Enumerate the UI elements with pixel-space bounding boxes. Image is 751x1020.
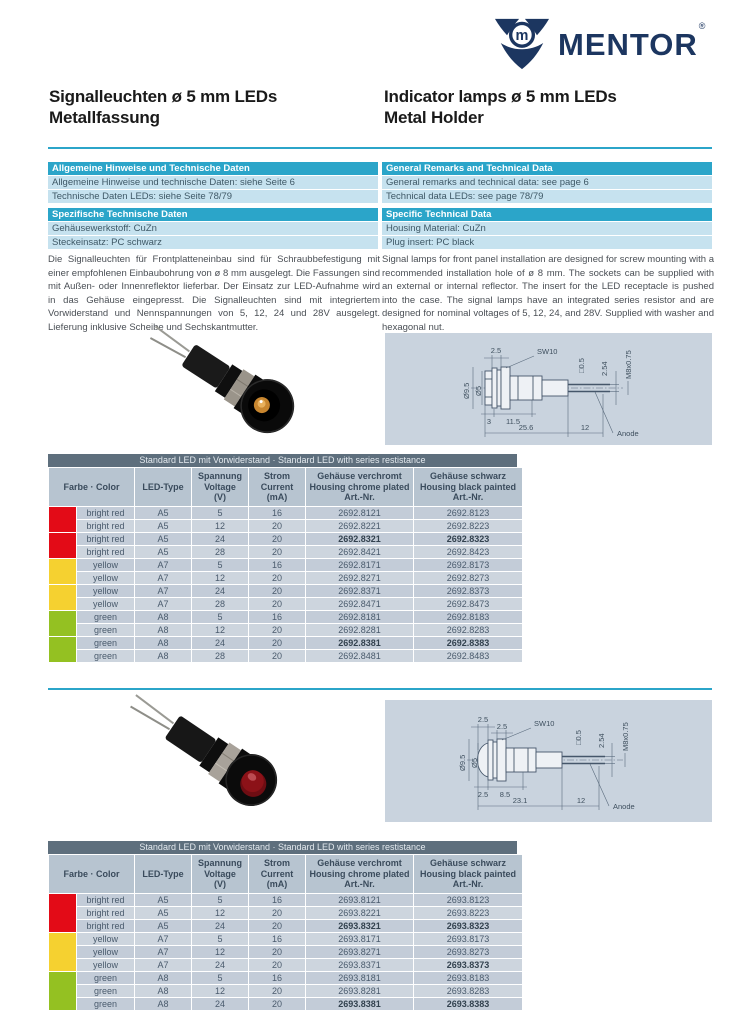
art-nr-chrome: 2692.8121	[306, 507, 413, 519]
color-name: bright red	[77, 520, 134, 532]
description-german: Die Signalleuchten für Frontplatteneinbau sind für Schraubbefestigung mit einer empfohlenen Einbaubohrung von ø 8 mm ausgelegt. Die Fassungen sind mit Außen- oder Innenreflektor lieferbar. Der Einsatz zur LED-Aufnahme wird in das Gehäuse eingepresst. Die Signalleuchten sind mit integriertem Vorwiderstand und Nennspannungen von 5, 12, 24 und 28V ausgelegt. Lieferung inklusive Scheibe und Sechskantmutter.	[48, 254, 380, 333]
current-value: 20	[249, 546, 305, 558]
voltage-value: 28	[192, 598, 248, 610]
info-general-en	[382, 162, 712, 204]
color-swatch	[49, 894, 76, 932]
divider-rule-middle	[48, 688, 712, 690]
current-value: 20	[249, 985, 305, 997]
color-swatch	[49, 933, 76, 971]
dim-label: 8.5	[499, 790, 511, 799]
led-type: A7	[135, 933, 191, 945]
art-nr-chrome: 2693.8281	[306, 985, 413, 997]
color-name: green	[77, 985, 134, 997]
voltage-value: 24	[192, 585, 248, 597]
art-nr-chrome: 2692.8181	[306, 611, 413, 623]
art-nr-chrome: 2693.8221	[306, 907, 413, 919]
column-header: Gehäuse verchromt Housing chrome plated Art.-Nr.	[306, 468, 413, 506]
voltage-value: 5	[192, 507, 248, 519]
led-type: A8	[135, 650, 191, 662]
table-title: Standard LED mit Vorwiderstand · Standard LED with series restistance	[48, 454, 517, 467]
current-value: 16	[249, 611, 305, 623]
led-type: A8	[135, 972, 191, 984]
page-title-english	[384, 86, 617, 128]
dim-label: M8x0.75	[624, 350, 633, 379]
art-nr-black: 2693.8373	[414, 959, 522, 971]
art-nr-chrome: 2692.8371	[306, 585, 413, 597]
info-specific-en	[382, 208, 712, 250]
led-type: A5	[135, 546, 191, 558]
current-value: 20	[249, 598, 305, 610]
current-value: 16	[249, 972, 305, 984]
dim-label: 2.5	[496, 722, 508, 731]
current-value: 20	[249, 533, 305, 545]
color-name: bright red	[77, 894, 134, 906]
led-type: A7	[135, 959, 191, 971]
art-nr-black: 2693.8283	[414, 985, 522, 997]
art-nr-black: 2692.8283	[414, 624, 522, 636]
info-row: Plug insert: PC black	[382, 236, 712, 249]
column-header: LED-Type	[135, 855, 191, 893]
led-type: A5	[135, 520, 191, 532]
info-row: Allgemeine Hinweise und technische Daten: siehe Seite 6	[48, 176, 378, 189]
svg-text:m: m	[515, 28, 529, 45]
art-nr-chrome: 2693.8171	[306, 933, 413, 945]
dim-label: 2.5	[490, 346, 502, 355]
divider-rule-top	[48, 147, 712, 149]
table-row	[49, 624, 522, 636]
current-value: 20	[249, 650, 305, 662]
led-type: A5	[135, 507, 191, 519]
art-nr-black: 2692.8473	[414, 598, 522, 610]
led-variant-table	[48, 467, 523, 663]
color-name: bright red	[77, 507, 134, 519]
color-name: yellow	[77, 959, 134, 971]
color-name: green	[77, 998, 134, 1010]
brand-logo	[494, 16, 730, 72]
anode-label: Anode	[617, 429, 639, 438]
art-nr-chrome: 2692.8171	[306, 559, 413, 571]
current-value: 16	[249, 507, 305, 519]
led-type: A8	[135, 611, 191, 623]
color-swatch	[49, 585, 76, 610]
info-header-general-de: Allgemeine Hinweise und Technische Daten	[48, 162, 378, 175]
info-row: Gehäusewerkstoff: CuZn	[48, 222, 378, 235]
column-header: Spannung Voltage (V)	[192, 855, 248, 893]
dim-label: Ø5	[470, 757, 479, 768]
current-value: 20	[249, 998, 305, 1010]
art-nr-black: 2693.8383	[414, 998, 522, 1010]
current-value: 20	[249, 585, 305, 597]
title-en-line1: Indicator lamps ø 5 mm LEDs	[384, 87, 617, 106]
art-nr-black: 2692.8383	[414, 637, 522, 649]
led-type: A8	[135, 998, 191, 1010]
art-nr-chrome: 2693.8121	[306, 894, 413, 906]
column-header: Gehäuse verchromt Housing chrome plated Art.-Nr.	[306, 855, 413, 893]
art-nr-black: 2692.8223	[414, 520, 522, 532]
led-variant-table	[48, 854, 523, 1011]
table-row	[49, 598, 522, 610]
table-row	[49, 907, 522, 919]
led-type: A5	[135, 907, 191, 919]
color-name: yellow	[77, 585, 134, 597]
art-nr-chrome: 2692.8271	[306, 572, 413, 584]
voltage-value: 12	[192, 907, 248, 919]
art-nr-chrome: 2693.8271	[306, 946, 413, 958]
color-name: bright red	[77, 920, 134, 932]
info-row: Technische Daten LEDs: siehe Seite 78/79	[48, 190, 378, 203]
art-nr-chrome: 2693.8371	[306, 959, 413, 971]
art-nr-black: 2693.8273	[414, 946, 522, 958]
registered-mark: ®	[698, 20, 706, 31]
info-row: Housing Material: CuZn	[382, 222, 712, 235]
voltage-value: 12	[192, 985, 248, 997]
current-value: 20	[249, 907, 305, 919]
description-english: Signal lamps for front panel installation are designed for screw mounting with a recommended installation hole of ø 8 mm. The sockets can be supplied with an external or internal reflector. The insert for the LED receptacle is pushed into the case. The signal lamps have an integrated series resistor and are designed for nominal voltages of 5, 12, 24, and 28V. Supplied with washer and hexagonal nut.	[382, 254, 714, 333]
art-nr-black: 2692.8423	[414, 546, 522, 558]
dim-label: M8x0.75	[621, 722, 630, 751]
led-type: A5	[135, 894, 191, 906]
info-header-general-en: General Remarks and Technical Data	[382, 162, 712, 175]
led-type: A5	[135, 920, 191, 932]
info-general-de	[48, 162, 378, 204]
current-value: 20	[249, 959, 305, 971]
column-header: Strom Current (mA)	[249, 855, 305, 893]
art-nr-black: 2693.8173	[414, 933, 522, 945]
dim-label: 25.6	[518, 423, 534, 432]
table-row	[49, 959, 522, 971]
table-row	[49, 611, 522, 623]
table-row	[49, 520, 522, 532]
led-type: A7	[135, 572, 191, 584]
table-row	[49, 546, 522, 558]
voltage-value: 28	[192, 546, 248, 558]
color-name: green	[77, 624, 134, 636]
art-nr-chrome: 2692.8421	[306, 546, 413, 558]
info-specific-de	[48, 208, 378, 250]
table-header-row	[49, 855, 522, 893]
table-row	[49, 998, 522, 1010]
color-name: yellow	[77, 559, 134, 571]
table-row	[49, 507, 522, 519]
art-nr-chrome: 2692.8221	[306, 520, 413, 532]
art-nr-black: 2693.8323	[414, 920, 522, 932]
anode-label: Anode	[613, 802, 635, 811]
table-title: Standard LED mit Vorwiderstand · Standard LED with series restistance	[48, 841, 517, 854]
column-header: Farbe · Color	[49, 468, 134, 506]
info-header-specific-de: Spezifische Technische Daten	[48, 208, 378, 221]
column-header: Strom Current (mA)	[249, 468, 305, 506]
dim-label: 12	[576, 796, 586, 805]
color-name: bright red	[77, 533, 134, 545]
color-name: green	[77, 611, 134, 623]
dim-label: 3	[486, 417, 492, 426]
color-name: green	[77, 972, 134, 984]
dim-label: 2.54	[600, 361, 609, 376]
table-row	[49, 559, 522, 571]
brand-wordmark: MENTOR	[558, 26, 698, 62]
column-header: LED-Type	[135, 468, 191, 506]
dim-label: 2.5	[477, 790, 489, 799]
technical-drawing-dome	[385, 700, 712, 822]
current-value: 20	[249, 637, 305, 649]
current-value: 16	[249, 559, 305, 571]
color-name: bright red	[77, 907, 134, 919]
current-value: 20	[249, 572, 305, 584]
current-value: 20	[249, 624, 305, 636]
voltage-value: 24	[192, 998, 248, 1010]
current-value: 16	[249, 933, 305, 945]
voltage-value: 5	[192, 559, 248, 571]
art-nr-chrome: 2693.8321	[306, 920, 413, 932]
product-photo-dome-led	[116, 694, 321, 829]
art-nr-chrome: 2692.8321	[306, 533, 413, 545]
mentor-emblem-icon	[494, 18, 550, 70]
color-name: bright red	[77, 546, 134, 558]
table-row	[49, 972, 522, 984]
led-type: A8	[135, 985, 191, 997]
dim-label: Ø5	[474, 385, 483, 396]
voltage-value: 12	[192, 624, 248, 636]
current-value: 16	[249, 894, 305, 906]
dim-label: 11.5	[505, 417, 521, 426]
art-nr-black: 2693.8123	[414, 894, 522, 906]
voltage-value: 5	[192, 611, 248, 623]
dim-label: 12	[580, 423, 590, 432]
table-header-row	[49, 468, 522, 506]
title-de-line1: Signalleuchten ø 5 mm LEDs	[49, 87, 278, 106]
color-swatch	[49, 972, 76, 1010]
led-type: A7	[135, 598, 191, 610]
info-row: Technical data LEDs: see page 78/79	[382, 190, 712, 203]
table-row	[49, 650, 522, 662]
table-row	[49, 533, 522, 545]
dim-label: SW10	[534, 719, 555, 728]
voltage-value: 5	[192, 933, 248, 945]
info-header-specific-en: Specific Technical Data	[382, 208, 712, 221]
column-header: Spannung Voltage (V)	[192, 468, 248, 506]
title-de-line2: Metallfassung	[49, 108, 160, 127]
art-nr-chrome: 2693.8381	[306, 998, 413, 1010]
table-row	[49, 585, 522, 597]
voltage-value: 24	[192, 533, 248, 545]
current-value: 20	[249, 920, 305, 932]
color-name: green	[77, 637, 134, 649]
art-nr-chrome: 2692.8481	[306, 650, 413, 662]
color-swatch	[49, 507, 76, 532]
column-header: Gehäuse schwarz Housing black painted Art.-Nr.	[414, 468, 522, 506]
voltage-value: 5	[192, 972, 248, 984]
dim-label: Ø9.5	[462, 382, 471, 399]
voltage-value: 12	[192, 572, 248, 584]
art-nr-black: 2692.8173	[414, 559, 522, 571]
color-swatch	[49, 637, 76, 662]
color-swatch	[49, 611, 76, 636]
led-table-dome	[48, 841, 517, 1011]
art-nr-chrome: 2692.8381	[306, 637, 413, 649]
art-nr-chrome: 2692.8281	[306, 624, 413, 636]
column-header: Farbe · Color	[49, 855, 134, 893]
voltage-value: 24	[192, 637, 248, 649]
voltage-value: 24	[192, 920, 248, 932]
table-row	[49, 933, 522, 945]
info-row: Steckeinsatz: PC schwarz	[48, 236, 378, 249]
art-nr-chrome: 2693.8181	[306, 972, 413, 984]
led-table-recessed	[48, 454, 517, 663]
table-row	[49, 894, 522, 906]
voltage-value: 12	[192, 946, 248, 958]
table-row	[49, 985, 522, 997]
color-name: green	[77, 650, 134, 662]
led-type: A7	[135, 585, 191, 597]
art-nr-black: 2692.8123	[414, 507, 522, 519]
art-nr-black: 2692.8273	[414, 572, 522, 584]
art-nr-black: 2692.8183	[414, 611, 522, 623]
table-row	[49, 637, 522, 649]
led-type: A7	[135, 946, 191, 958]
art-nr-black: 2692.8483	[414, 650, 522, 662]
color-name: yellow	[77, 598, 134, 610]
voltage-value: 28	[192, 650, 248, 662]
info-row: General remarks and technical data: see page 6	[382, 176, 712, 189]
led-type: A7	[135, 559, 191, 571]
voltage-value: 5	[192, 894, 248, 906]
dim-label: 2.54	[597, 733, 606, 748]
current-value: 20	[249, 946, 305, 958]
product-photo-recessed-led	[138, 326, 328, 444]
voltage-value: 24	[192, 959, 248, 971]
dim-label: Ø9.5	[458, 754, 467, 771]
dim-label: □0.5	[577, 358, 586, 373]
color-swatch	[49, 559, 76, 584]
voltage-value: 12	[192, 520, 248, 532]
title-en-line2: Metal Holder	[384, 108, 484, 127]
table-row	[49, 920, 522, 932]
table-row	[49, 572, 522, 584]
led-type: A8	[135, 624, 191, 636]
art-nr-black: 2693.8183	[414, 972, 522, 984]
table-row	[49, 946, 522, 958]
current-value: 20	[249, 520, 305, 532]
art-nr-black: 2693.8223	[414, 907, 522, 919]
dim-label: 2.5	[477, 715, 489, 724]
art-nr-black: 2692.8323	[414, 533, 522, 545]
art-nr-black: 2692.8373	[414, 585, 522, 597]
color-name: yellow	[77, 946, 134, 958]
led-type: A8	[135, 637, 191, 649]
technical-drawing-recessed	[385, 333, 712, 445]
color-name: yellow	[77, 933, 134, 945]
dim-label: □0.5	[574, 730, 583, 745]
page-title-german	[49, 86, 277, 128]
column-header: Gehäuse schwarz Housing black painted Art.-Nr.	[414, 855, 522, 893]
color-name: yellow	[77, 572, 134, 584]
led-type: A5	[135, 533, 191, 545]
dim-label: SW10	[537, 347, 558, 356]
color-swatch	[49, 533, 76, 558]
dim-label: 23.1	[512, 796, 528, 805]
art-nr-chrome: 2692.8471	[306, 598, 413, 610]
